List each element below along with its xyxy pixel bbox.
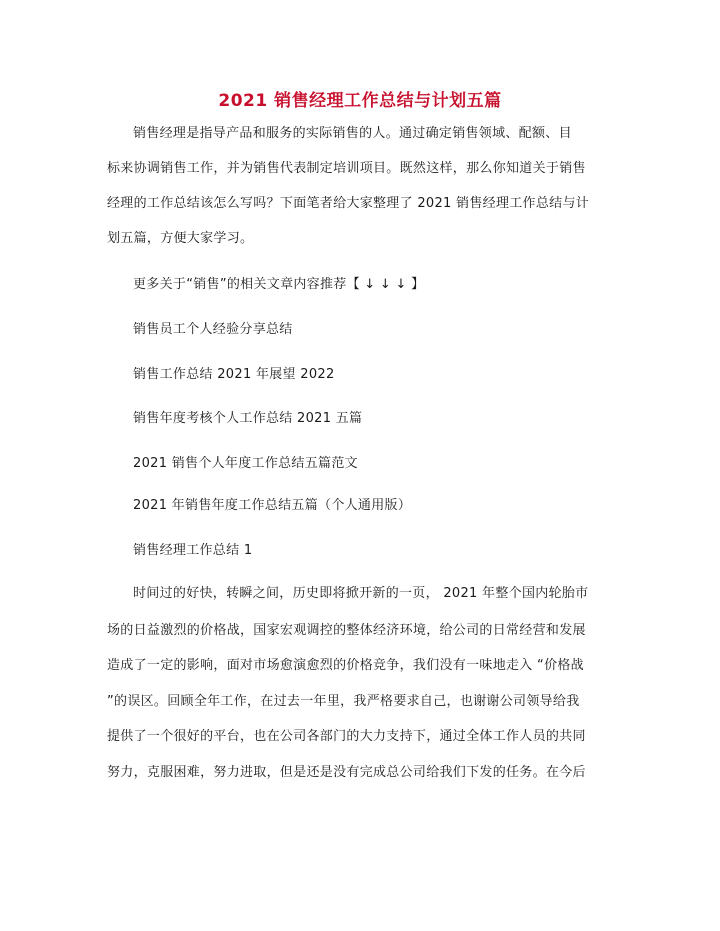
- intro-line: 划五篇，方便大家学习。: [107, 231, 254, 246]
- body-line: 努力，克服困难，努力进取，但是还是没有完成总公司给我们下发的任务。在今后: [107, 765, 586, 780]
- body-line: 提供了一个很好的平台，也在公司各部门的大力支持下，通过全体工作人员的共同: [107, 729, 586, 744]
- body-line: 时间过的好快，转瞬之间，历史即将掀开新的一页， 2021 年整个国内轮胎市: [133, 586, 589, 601]
- related-article-link[interactable]: 销售工作总结 2021 年展望 2022: [133, 367, 335, 382]
- intro-line: 标来协调销售工作，并为销售代表制定培训项目。既然这样，那么你知道关于销售: [107, 161, 586, 176]
- related-article-link[interactable]: 2021 销售个人年度工作总结五篇范文: [133, 456, 358, 471]
- section-heading: 销售经理工作总结 1: [133, 543, 253, 558]
- recommend-line: 更多关于“销售”的相关文章内容推荐【 ↓ ↓ ↓ 】: [133, 277, 425, 292]
- body-line: 造成了一定的影响，面对市场愈演愈烈的价格竞争，我们没有一味地走入 “价格战: [107, 658, 584, 673]
- intro-line: 销售经理是指导产品和服务的实际销售的人。通过确定销售领域、配额、目: [133, 126, 572, 141]
- body-line: ”的误区。回顾全年工作，在过去一年里，我严格要求自己，也谢谢公司领导给我: [107, 694, 580, 709]
- document-title: 2021 销售经理工作总结与计划五篇: [218, 91, 502, 111]
- related-article-link[interactable]: 2021 年销售年度工作总结五篇（个人通用版）: [133, 498, 412, 513]
- body-line: 场的日益激烈的价格战，国家宏观调控的整体经济环境，给公司的日常经营和发展: [107, 623, 586, 638]
- related-article-link[interactable]: 销售员工个人经验分享总结: [133, 322, 293, 337]
- related-article-link[interactable]: 销售年度考核个人工作总结 2021 五篇: [133, 411, 363, 426]
- intro-line: 经理的工作总结该怎么写吗？下面笔者给大家整理了 2021 销售经理工作总结与计: [107, 196, 590, 211]
